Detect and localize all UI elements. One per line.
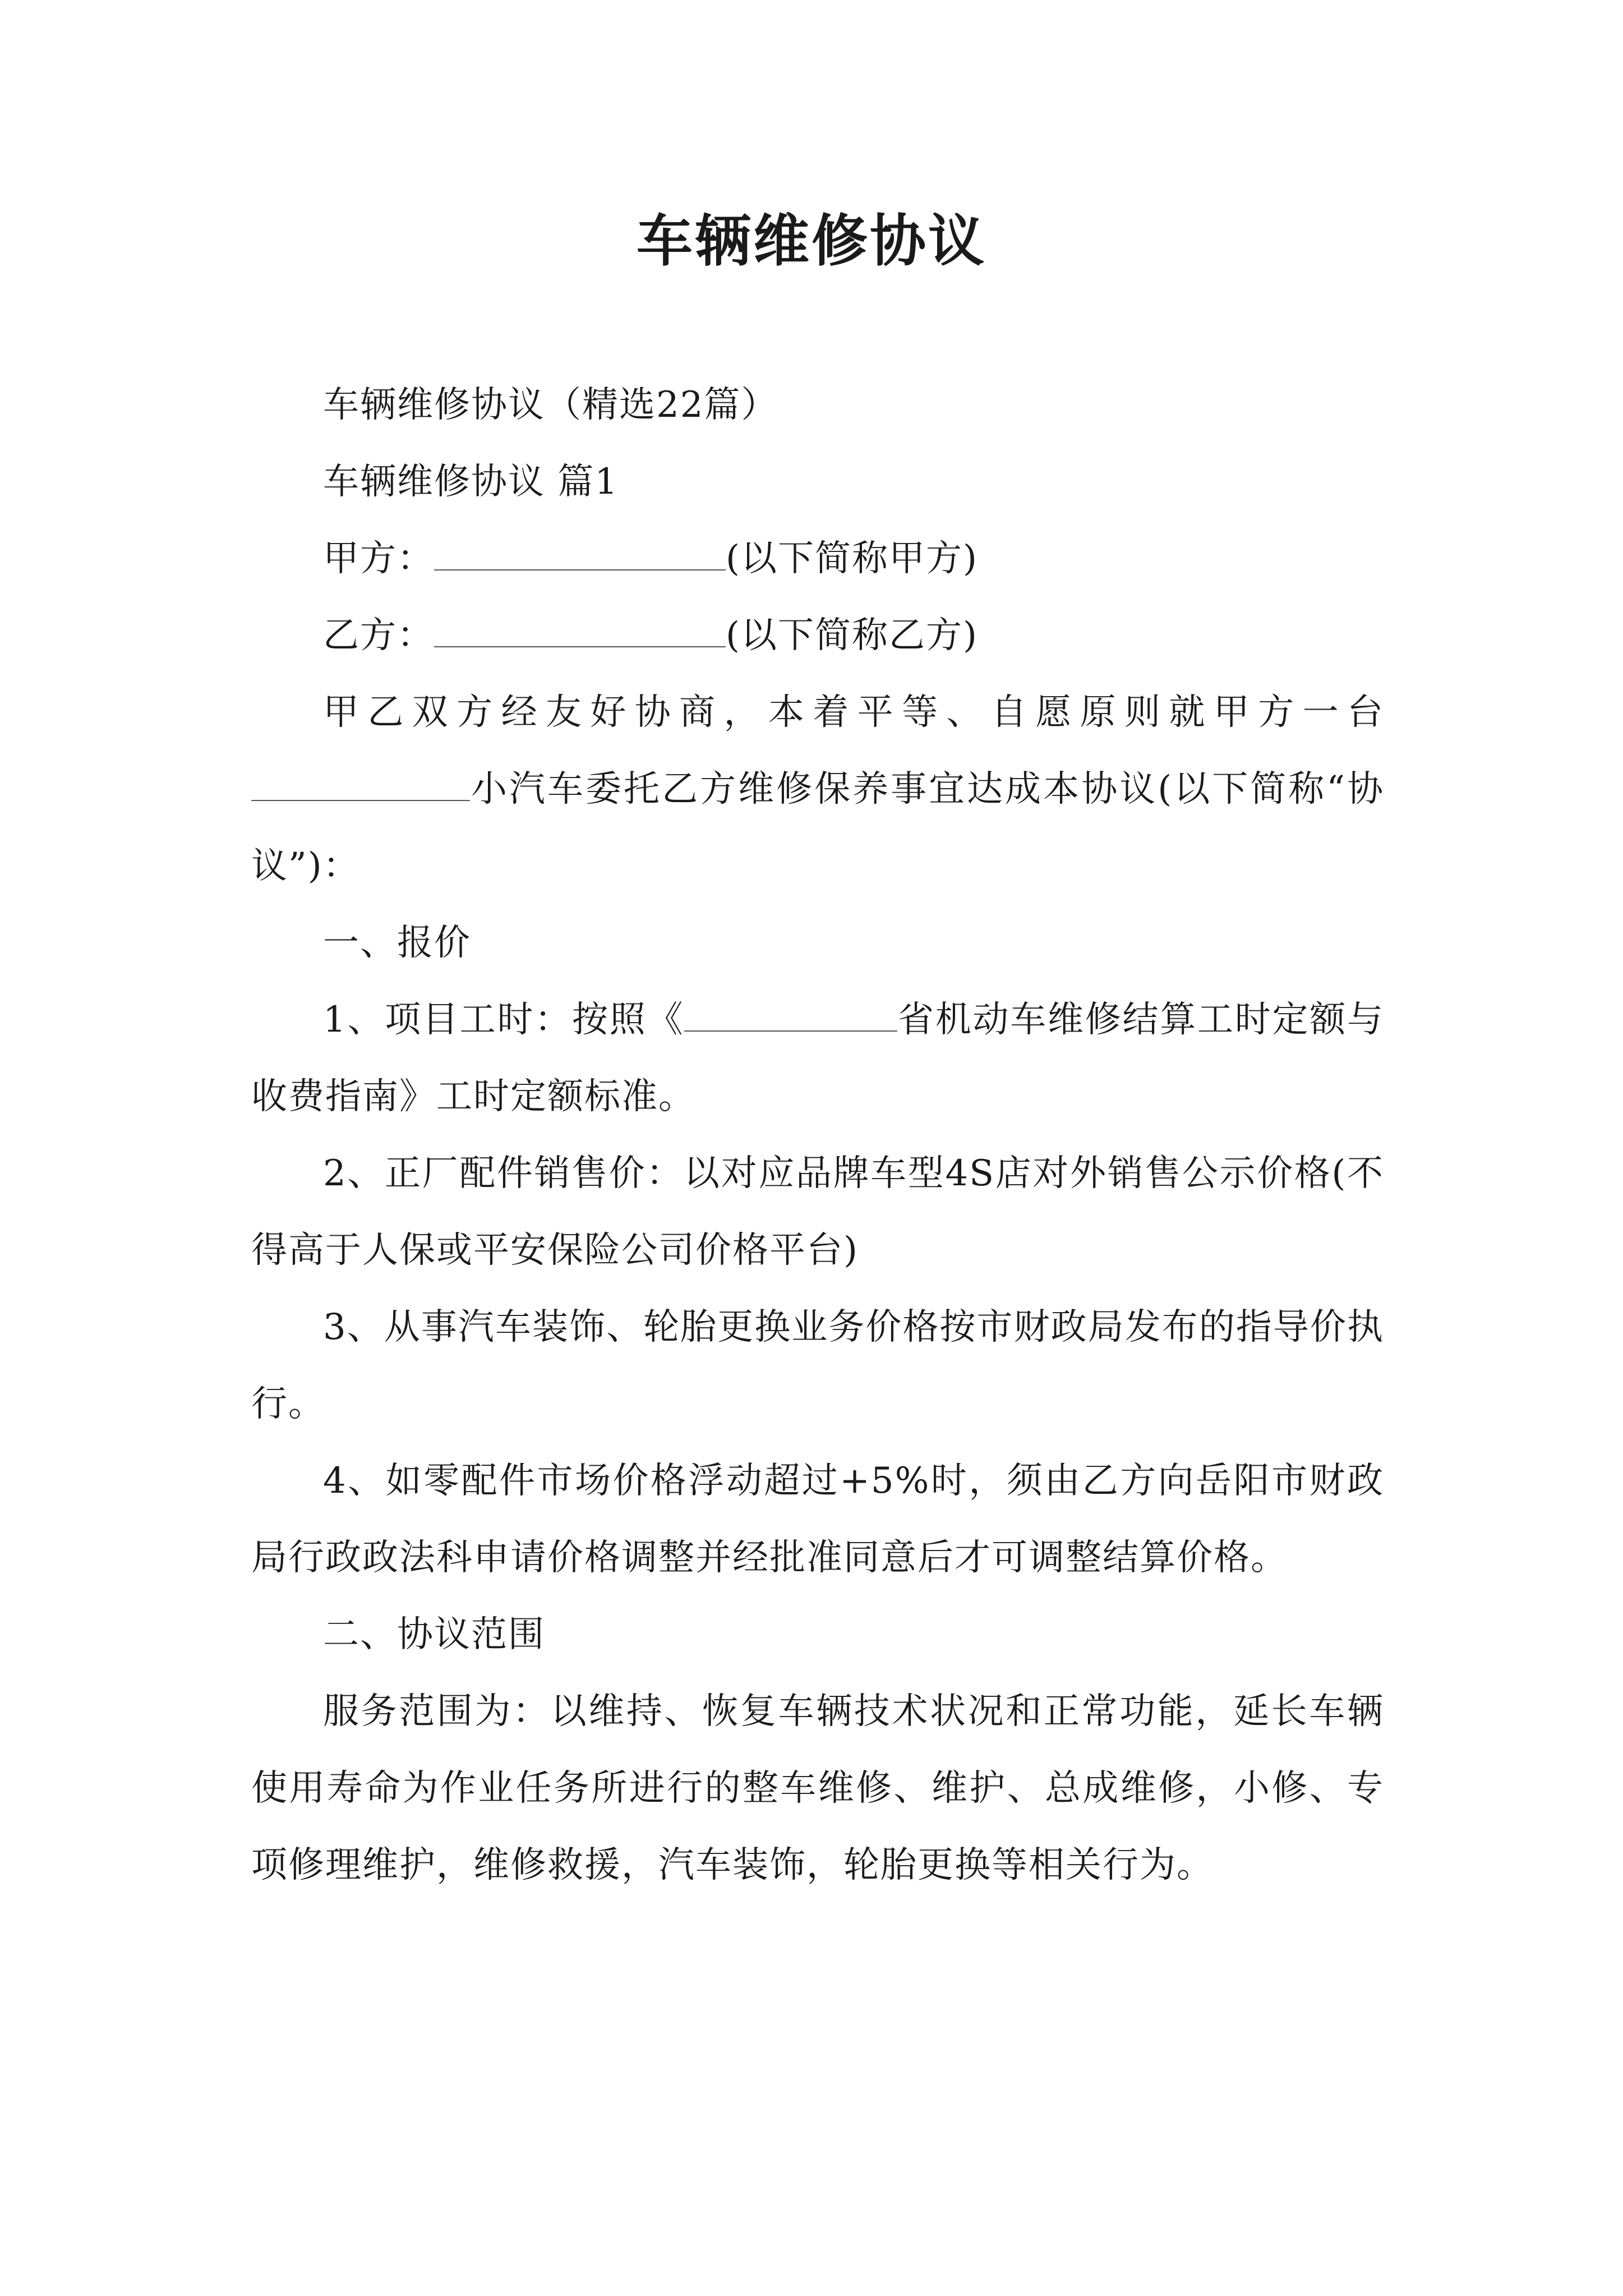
- section-heading: 车辆维修协议 篇1: [323, 461, 619, 503]
- item-decoration-price: 3、从事汽车装饰、轮胎更换业务价格按市财政局发布的指导价执行。: [251, 1306, 1384, 1425]
- car-model-blank: [251, 767, 470, 801]
- subtitle: 车辆维修协议（精选22篇）: [323, 384, 778, 426]
- document-title: 车辆维修协议: [637, 208, 986, 274]
- party-a-line: [251, 521, 1384, 597]
- heading-quote: 一、报价: [323, 922, 471, 964]
- intro-after: 小汽车委托乙方维修保养事宜达成本协议(以下简称“协议”)：: [251, 769, 1384, 887]
- party-b-blank: [434, 614, 726, 647]
- scope-paragraph: 服务范围为：以维持、恢复车辆技术状况和正常功能，延长车辆使用寿命为作业任务所进行的整车维修、维护、总成维修，小修、专项修理维护，维修救援，汽车装饰，轮胎更换等相关行为。: [251, 1691, 1384, 1886]
- intro-before: 甲乙双方经友好协商，本着平等、自愿原则就甲方一台: [323, 692, 1384, 733]
- party-a-suffix: (以下简称甲方): [726, 538, 978, 579]
- party-b-suffix: (以下简称乙方): [726, 615, 978, 656]
- heading-scope: 二、协议范围: [323, 1614, 545, 1655]
- item-1-after: 省机动车维修结算工时定额与收费指南》工时定额标准。: [251, 999, 1385, 1117]
- item-labor-hours: [251, 982, 1384, 1135]
- party-a-blank: [434, 537, 726, 570]
- party-a-label: 甲方：: [323, 538, 434, 579]
- item-parts-price: 2、正厂配件销售价：以对应品牌车型4S店对外销售公示价格(不得高于人保或平安保险公司价格平台): [251, 1153, 1384, 1271]
- document-body: [251, 367, 1384, 1904]
- party-b-label: 乙方：: [323, 615, 434, 656]
- party-b-line: [251, 597, 1384, 674]
- item-1-before: 1、项目工时：按照《: [323, 999, 685, 1041]
- intro-paragraph: [251, 674, 1384, 905]
- item-price-adjustment: 4、如零配件市场价格浮动超过+5%时，须由乙方向岳阳市财政局行政政法科申请价格调整并经批准同意后才可调整结算价格。: [251, 1460, 1384, 1579]
- province-blank: [684, 998, 897, 1032]
